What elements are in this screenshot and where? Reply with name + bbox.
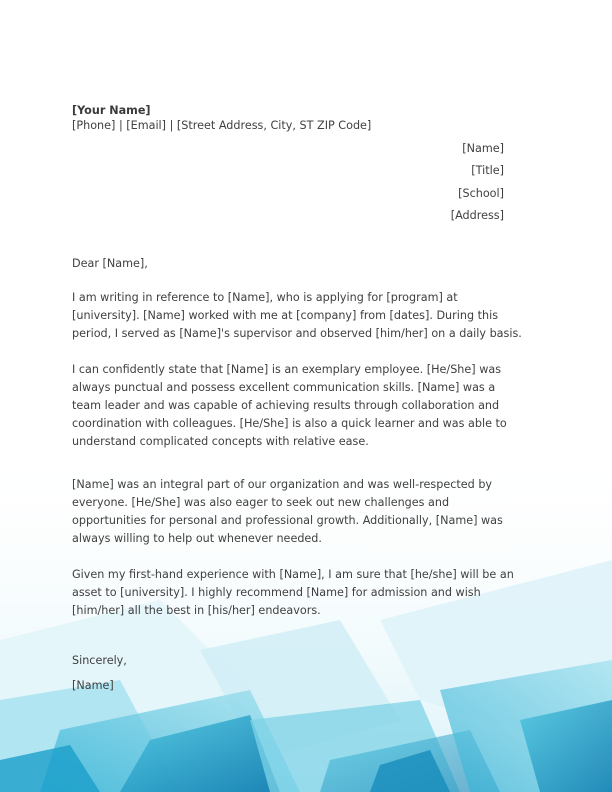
salutation: Dear [Name], bbox=[72, 257, 148, 270]
recipient-address: [Address] bbox=[450, 209, 504, 222]
paragraph-line: Given my first-hand experience with [Name], I am sure that [he/she] will be an bbox=[72, 568, 514, 581]
paragraph-line: asset to [university]. I highly recommend [Name] for admission and wish bbox=[72, 586, 481, 599]
paragraph-line: [university]. [Name] worked with me at [company] from [dates]. During this bbox=[72, 309, 499, 322]
paragraph-line: everyone. [He/She] was also eager to seek out new challenges and bbox=[72, 496, 450, 509]
recipient-title: [Title] bbox=[471, 164, 504, 177]
paragraph-line: coordination with colleagues. [He/She] is also a quick learner and was able to bbox=[72, 417, 507, 430]
paragraph-line: understand complicated concepts with relative ease. bbox=[72, 435, 369, 448]
paragraph-line: team leader and was capable of achieving results through collaboration and bbox=[72, 399, 500, 412]
body-paragraph-1 bbox=[72, 289, 522, 343]
paragraph-line: [him/her] all the best in [his/her] endeavors. bbox=[72, 604, 321, 617]
body-paragraph-3 bbox=[72, 476, 512, 548]
sender-name: [Your Name] bbox=[72, 104, 151, 117]
paragraph-line: I am writing in reference to [Name], who is applying for [program] at bbox=[72, 291, 458, 304]
sender-contact: [Phone] | [Email] | [Street Address, City, ST ZIP Code] bbox=[72, 119, 372, 132]
paragraph-line: always punctual and possess excellent communication skills. [Name] was a bbox=[72, 381, 496, 394]
body-paragraph-2 bbox=[72, 361, 512, 451]
paragraph-line: I can confidently state that [Name] is an exemplary employee. [He/She] was bbox=[72, 363, 502, 376]
recipient-school: [School] bbox=[458, 187, 504, 200]
closing: Sincerely, bbox=[72, 654, 127, 667]
paragraph-line: period, I served as [Name]'s supervisor and observed [him/her] on a daily basis. bbox=[72, 327, 522, 340]
body-paragraph-4 bbox=[72, 566, 512, 620]
signature-name: [Name] bbox=[72, 679, 114, 692]
paragraph-line: [Name] was an integral part of our organization and was well-respected by bbox=[72, 478, 493, 491]
recipient-name: [Name] bbox=[462, 142, 504, 155]
paragraph-line: always willing to help out whenever needed. bbox=[72, 532, 322, 545]
paragraph-line: opportunities for personal and professional growth. Additionally, [Name] was bbox=[72, 514, 503, 527]
